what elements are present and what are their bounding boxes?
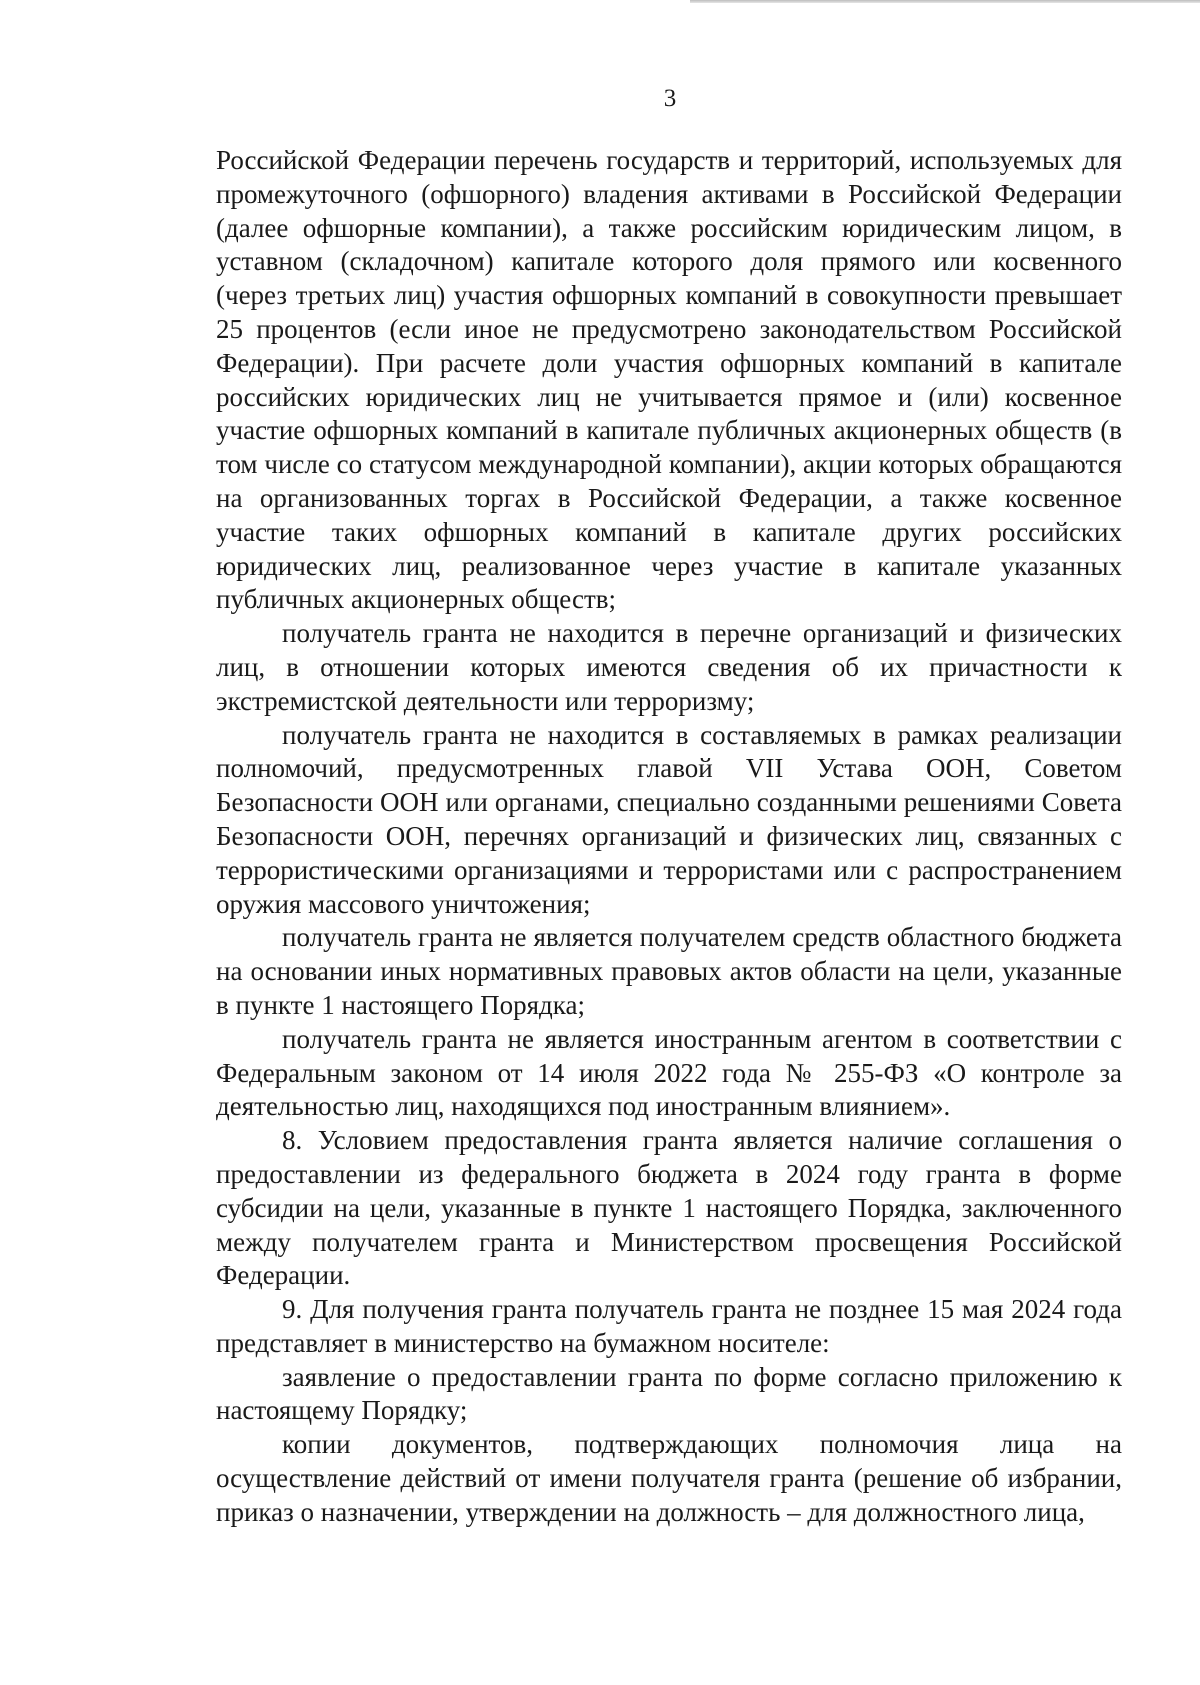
paragraph-offshore-continuation: Российской Федерации перечень государств и территорий, используемых для промежуточного (офшорного) владения активами в Российской Федерации (далее офшорные компании), а также российским юридическим лицом, в уставном (складочном) капитале которого доля прямого или косвенного (через третьих лиц) участия офшорных компаний в совокупности превышает 25 процентов (если иное не предусмотрено законодательством Российской Федерации). При расчете доли участия офшорных компаний в капитале российских юридических лиц не учитывается прямое и (или) косвенное участие офшорных компаний в капитале публичных акционерных обществ (в том числе со статусом международной компании), акции которых обращаются на организованных торгах в Российской Федерации, а также косвенное участие таких офшорных компаний в капитале других российских юридических лиц, реализованное через участие в капитале указанных публичных акционерных обществ; bbox=[216, 145, 1122, 615]
scan-edge-line bbox=[690, 0, 1200, 3]
paragraph-foreign-agent: получатель гранта не является иностранным агентом в соответствии с Федеральным законом от 14 июля 2022 года № 255-ФЗ «О контроле за деятельностью лиц, находящихся под иностранным влиянием». bbox=[216, 1023, 1122, 1122]
paragraph-item-9: 9. Для получения гранта получатель гранта не позднее 15 мая 2024 года представляет в министерство на бумажном носителе: bbox=[216, 1294, 1122, 1358]
paragraph-application-form: заявление о предоставлении гранта по форме согласно приложению к настоящему Порядку; bbox=[216, 1361, 1122, 1426]
document-body bbox=[216, 144, 1122, 1530]
paragraph-extremism-list: получатель гранта не находится в перечне организаций и физических лиц, в отношении которых имеются сведения об их причастности к экстремистской деятельности или терроризму; bbox=[216, 618, 1122, 716]
paragraph-regional-budget: получатель гранта не является получателем средств областного бюджета на основании иных нормативных правовых актов области на цели, указанные в пункте 1 настоящего Порядка; bbox=[216, 922, 1122, 1020]
paragraph-un-security-council: получатель гранта не находится в составляемых в рамках реализации полномочий, предусмотренных главой VII Устава ООН, Советом Безопасности ООН или органами, специально созданными решениями Совета Безопасности ООН, перечнях организаций и физических лиц, связанных с террористическими организациями и террористами или с распространением оружия массового уничтожения; bbox=[216, 719, 1122, 919]
page-number: 3 bbox=[663, 85, 677, 112]
paragraph-item-8: 8. Условием предоставления гранта является наличие соглашения о предоставлении из федерального бюджета в 2024 году гранта в форме субсидии на цели, указанные в пункте 1 настоящего Порядка, заключенного между получателем гранта и Министерством просвещения Российской Федерации. bbox=[216, 1125, 1122, 1291]
paragraph-document-copies: копии документов, подтверждающих полномочия лица на осуществление действий от имени получателя гранта (решение об избрании, приказ о назначении, утверждении на должность – для должностного лица, bbox=[216, 1429, 1122, 1527]
